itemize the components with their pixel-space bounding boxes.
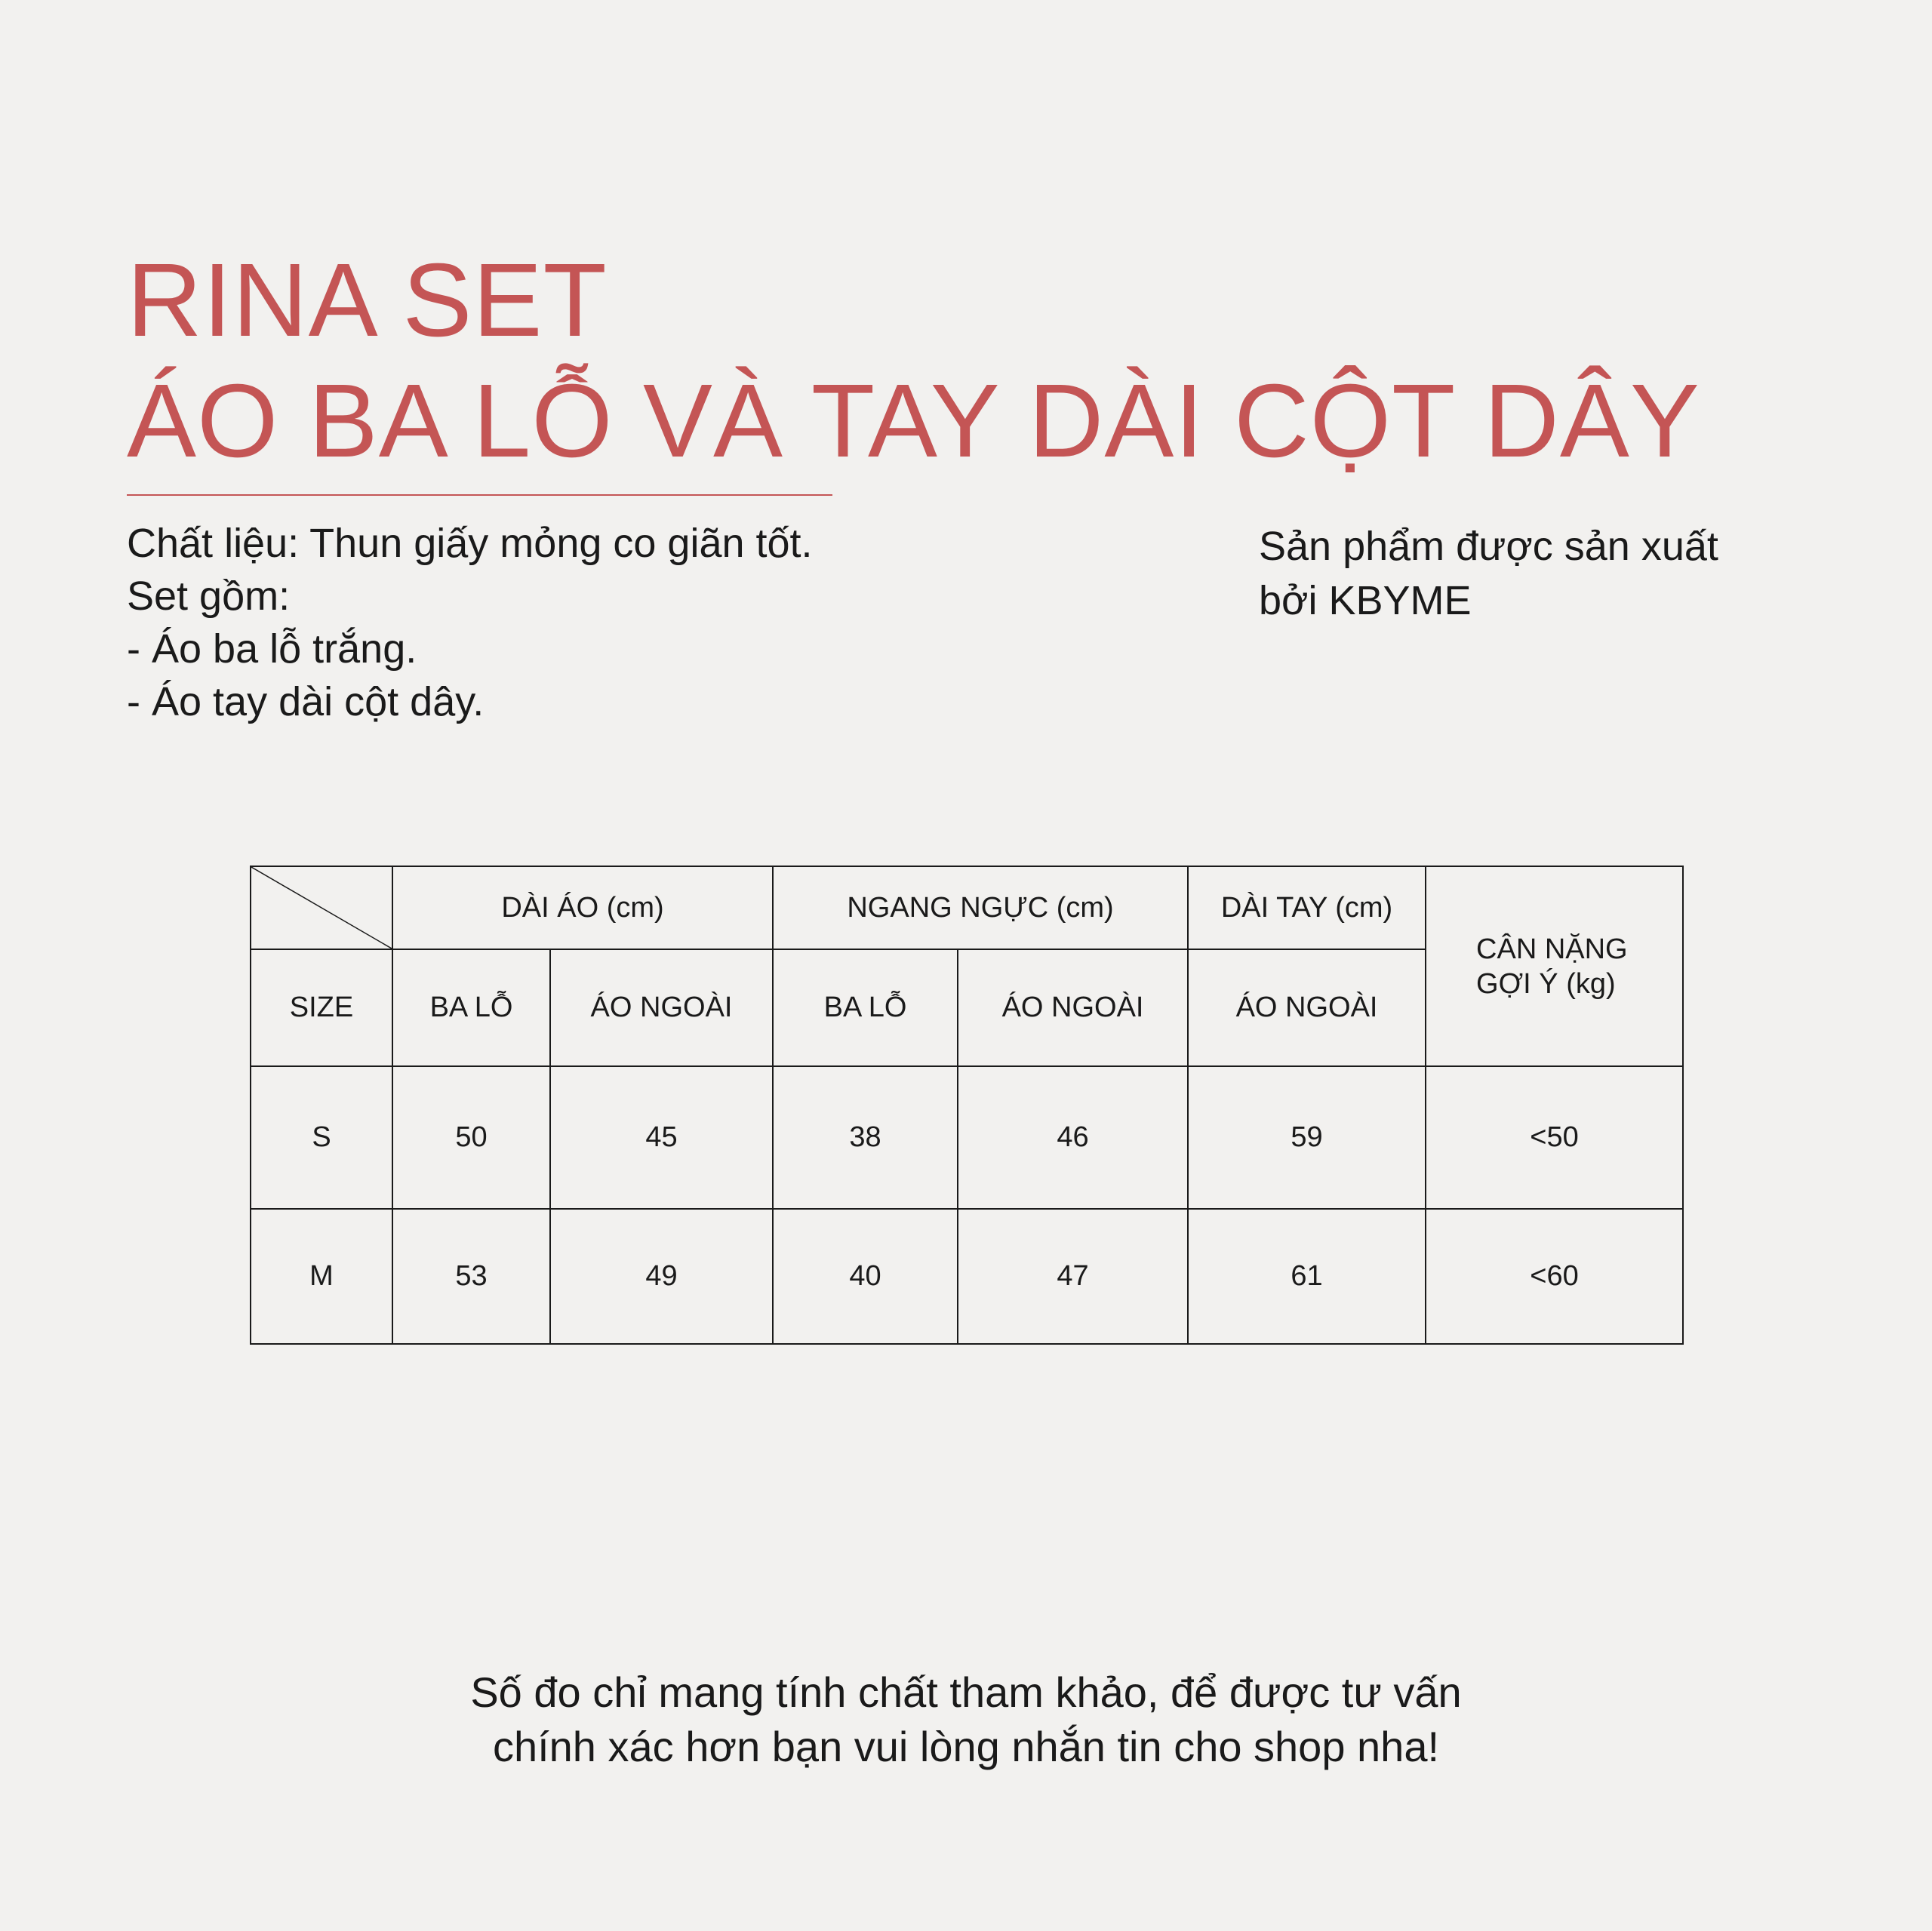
size-table xyxy=(250,866,1684,1345)
sleeve-outer-cell: 61 xyxy=(1188,1209,1426,1344)
chest-tank-header: BA LỖ xyxy=(773,949,958,1066)
weight-header-line-2: GỢI Ý (kg) xyxy=(1476,967,1616,1000)
chest-outer-header: ÁO NGOÀI xyxy=(958,949,1188,1066)
product-title xyxy=(127,240,1700,481)
maker-line-2: bởi KBYME xyxy=(1259,578,1472,623)
sleeve-outer-cell: 59 xyxy=(1188,1066,1426,1209)
set-item-1: - Áo ba lỗ trắng. xyxy=(127,626,417,672)
length-tank-header: BA LỖ xyxy=(392,949,550,1066)
length-tank-cell: 50 xyxy=(392,1066,550,1209)
length-group-header: DÀI ÁO (cm) xyxy=(392,866,773,949)
set-intro-text: Set gồm: xyxy=(127,573,291,619)
maker-note xyxy=(1259,519,1718,628)
material-text: Chất liệu: Thun giấy mỏng co giãn tốt. xyxy=(127,521,813,566)
weight-cell: <50 xyxy=(1426,1066,1683,1209)
table-row xyxy=(251,1209,1683,1344)
reference-note xyxy=(0,1665,1932,1774)
title-divider xyxy=(127,494,832,496)
length-outer-cell: 45 xyxy=(550,1066,773,1209)
corner-diagonal-cell xyxy=(251,866,392,949)
title-line-1: RINA SET xyxy=(127,242,608,358)
chest-group-header: NGANG NGỰC (cm) xyxy=(773,866,1188,949)
chest-outer-cell: 47 xyxy=(958,1209,1188,1344)
size-cell: S xyxy=(251,1066,392,1209)
note-line-1: Số đo chỉ mang tính chất tham khảo, để được tư vấn xyxy=(470,1668,1462,1716)
diagonal-line-icon xyxy=(251,867,392,949)
table-header-row xyxy=(251,866,1683,949)
set-item-2: - Áo tay dài cột dây. xyxy=(127,679,485,724)
chest-outer-cell: 46 xyxy=(958,1066,1188,1209)
size-cell: M xyxy=(251,1209,392,1344)
title-line-2: ÁO BA LỖ VÀ TAY DÀI CỘT DÂY xyxy=(127,363,1700,479)
product-description xyxy=(127,517,813,728)
chest-tank-cell: 38 xyxy=(773,1066,958,1209)
table-row xyxy=(251,1066,1683,1209)
length-tank-cell: 53 xyxy=(392,1209,550,1344)
note-line-2: chính xác hơn bạn vui lòng nhắn tin cho shop nha! xyxy=(492,1723,1440,1770)
maker-line-1: Sản phẩm được sản xuất xyxy=(1259,524,1718,569)
chest-tank-cell: 40 xyxy=(773,1209,958,1344)
weight-cell: <60 xyxy=(1426,1209,1683,1344)
length-outer-cell: 49 xyxy=(550,1209,773,1344)
weight-header xyxy=(1426,866,1683,1066)
weight-header-line-1: CÂN NẶNG xyxy=(1476,933,1628,965)
size-header: SIZE xyxy=(251,949,392,1066)
sleeve-outer-header: ÁO NGOÀI xyxy=(1188,949,1426,1066)
length-outer-header: ÁO NGOÀI xyxy=(550,949,773,1066)
sleeve-group-header: DÀI TAY (cm) xyxy=(1188,866,1426,949)
